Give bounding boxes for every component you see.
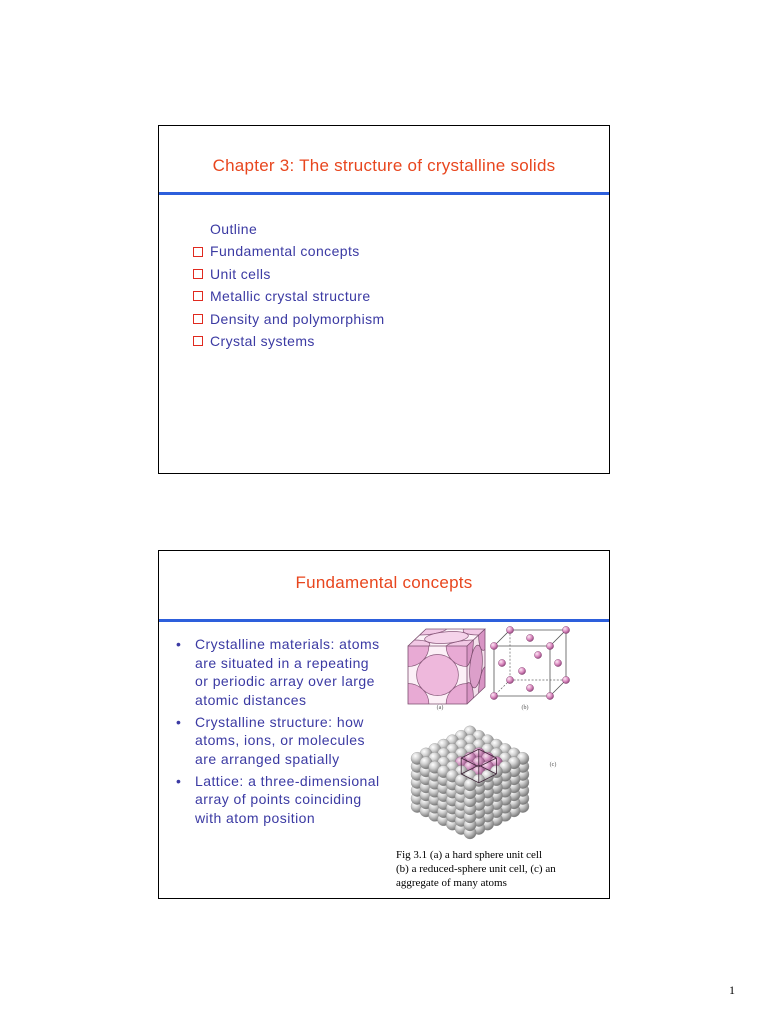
bullet-text-line: are arranged spatially xyxy=(195,750,340,767)
corner-atom xyxy=(546,642,553,649)
outline-item-label: Crystal systems xyxy=(210,332,315,349)
corner-atom xyxy=(562,626,569,633)
outline-item-label: Density and polymorphism xyxy=(210,310,385,327)
bullet-text-line: array of points coinciding xyxy=(195,791,362,807)
bullet-text-line: atomic distances xyxy=(195,691,307,708)
panel-label-b: (b) xyxy=(521,705,529,711)
page-number: 1 xyxy=(729,983,735,997)
bullet-text-line: with atom position xyxy=(195,809,316,826)
caption-line: aggregate of many atoms xyxy=(396,877,507,889)
outline-item-label: Fundamental concepts xyxy=(210,243,360,260)
corner-atom xyxy=(506,626,513,633)
bullet-item xyxy=(176,713,401,769)
caption-line: (b) a reduced-sphere unit cell, (c) an xyxy=(396,863,556,875)
bullet-text-line: atoms, ions, or molecules xyxy=(195,732,365,748)
bullet-icon: • xyxy=(176,636,181,652)
bullet-text-line: are situated in a repeating xyxy=(195,654,370,671)
hard-sphere-unit-cell-figure xyxy=(405,626,490,706)
reduced-sphere-unit-cell-figure xyxy=(488,626,573,701)
face-center-atom xyxy=(526,684,533,691)
checkbox-icon xyxy=(193,291,203,301)
title-rule xyxy=(159,192,609,195)
outline-item-density-polymorphism xyxy=(193,308,385,330)
bullet-item xyxy=(176,772,401,828)
caption-line: Fig 3.1 (a) a hard sphere unit cell xyxy=(396,849,543,861)
face-center-atom xyxy=(554,659,561,666)
outline-item-metallic-crystal-structure xyxy=(193,285,385,307)
face-center-atom xyxy=(518,667,525,674)
outline-item-label: Metallic crystal structure xyxy=(210,288,371,305)
corner-atom xyxy=(562,676,569,683)
corner-atom xyxy=(490,642,497,649)
corner-atom xyxy=(506,676,513,683)
checkbox-icon xyxy=(193,247,203,257)
outline-heading: Outline xyxy=(210,221,258,237)
slide-2 xyxy=(158,550,610,899)
bullet-text-line: Lattice: a three-dimensional xyxy=(195,772,380,789)
bullet-icon: • xyxy=(176,772,181,789)
bullet-text-line: Crystalline structure: how xyxy=(195,713,364,730)
title-rule xyxy=(159,619,609,622)
outline-item-label: Unit cells xyxy=(210,265,271,282)
corner-atom xyxy=(546,692,553,699)
slide-1 xyxy=(158,125,610,474)
aggregate-atoms xyxy=(411,726,529,839)
checkbox-icon xyxy=(193,269,203,279)
bullet-text-line: Crystalline materials: atoms xyxy=(195,636,380,652)
bullet-list xyxy=(176,635,401,831)
face-center-atom xyxy=(526,634,533,641)
panel-label-a: (a) xyxy=(436,705,444,711)
hard-sphere-atom xyxy=(417,654,459,695)
panel-label-c: (c) xyxy=(549,762,557,768)
bullet-text-line: or periodic array over large xyxy=(195,673,375,689)
outline-item-unit-cells xyxy=(193,263,385,285)
outline-list xyxy=(193,218,385,352)
slide-title: Chapter 3: The structure of crystalline solids xyxy=(212,156,556,175)
figure-caption xyxy=(396,848,556,890)
atom-aggregate-figure xyxy=(403,722,538,844)
outline-item-fundamental-concepts xyxy=(193,240,385,262)
bullet-icon: • xyxy=(176,713,181,730)
outline-item-crystal-systems xyxy=(193,330,385,352)
corner-atom xyxy=(490,692,497,699)
face-center-atom xyxy=(498,659,505,666)
checkbox-icon xyxy=(193,336,203,346)
slide-title: Fundamental concepts xyxy=(295,573,473,592)
bullet-item xyxy=(176,635,401,709)
face-center-atom xyxy=(534,651,541,658)
checkbox-icon xyxy=(193,314,203,324)
